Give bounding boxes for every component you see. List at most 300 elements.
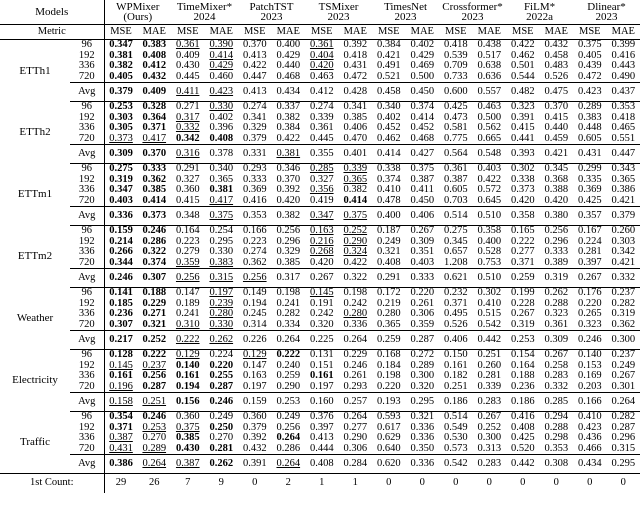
cell-value: 0.415 [544, 111, 569, 123]
cell-value: 0.303 [611, 235, 636, 247]
metric-cell [138, 382, 172, 393]
cell-value: 0.280 [376, 308, 401, 319]
cell-value: 0.469 [410, 60, 435, 71]
cell-value: 0.197 [309, 380, 334, 392]
avg-cell [138, 269, 172, 288]
cell-value: 0.262 [544, 287, 569, 298]
cell-value: 0.361 [309, 39, 334, 50]
cell-value: 0.382 [276, 209, 301, 221]
cell-value: 0.436 [577, 432, 602, 443]
cell-value: 0.369 [242, 184, 267, 195]
cell-value: 0.339 [309, 111, 334, 123]
avg-cell [272, 207, 306, 226]
cell-value: 0.703 [443, 194, 468, 206]
cell-value: 0.465 [611, 122, 636, 133]
metric-cell [406, 320, 440, 331]
avg-label: Avg [70, 145, 104, 164]
metric-cell [506, 444, 540, 455]
avg-cell [607, 269, 640, 288]
horizon-label: 720 [70, 444, 104, 455]
cell-value: 0.383 [142, 39, 167, 50]
cell-value: 0.526 [544, 70, 569, 82]
cell-value: 0.220 [410, 287, 435, 298]
cell-value: 0.298 [544, 432, 569, 443]
mse-label: MSE [372, 25, 406, 40]
mse-label: MSE [171, 25, 205, 40]
avg-cell [406, 331, 440, 350]
cell-value: 0.287 [410, 333, 435, 345]
cell-value: 0.216 [309, 235, 334, 247]
cell-value: 0.353 [611, 101, 636, 112]
cell-value: 0.161 [309, 370, 334, 381]
horizon-label: 96 [70, 288, 104, 299]
avg-cell [406, 83, 440, 102]
cell-value: 0.252 [343, 225, 368, 236]
cell-value: 0.336 [410, 457, 435, 469]
cell-value: 0.434 [276, 85, 301, 97]
cell-value: 0.198 [276, 287, 301, 298]
metric-cell [406, 382, 440, 393]
cell-value: 0.164 [175, 225, 200, 236]
cell-value: 0.373 [510, 184, 535, 195]
cell-value: 0.252 [142, 333, 167, 345]
cell-value: 0.198 [343, 287, 368, 298]
cell-value: 0.274 [309, 101, 334, 112]
metric-cell [238, 444, 272, 455]
cell-value: 0.266 [109, 246, 133, 257]
cell-value: 0.246 [142, 225, 167, 236]
cell-value: 0.370 [242, 39, 267, 50]
avg-cell [339, 331, 373, 350]
avg-row [0, 83, 640, 102]
cell-value: 0.214 [109, 235, 133, 247]
metric-cell [339, 258, 373, 269]
cell-value: 0.409 [142, 85, 167, 97]
cell-value: 0.169 [577, 370, 602, 381]
horizon-label: 720 [70, 320, 104, 331]
avg-cell [540, 393, 574, 412]
cell-value: 0.330 [209, 101, 234, 112]
cell-value: 0.539 [443, 49, 468, 61]
cell-value: 0.364 [142, 111, 167, 123]
cell-value: 0.306 [410, 308, 435, 319]
cell-value: 0.444 [309, 442, 334, 454]
cell-value: 0.379 [242, 421, 267, 433]
table-row [0, 134, 640, 145]
cell-value: 0.420 [309, 256, 334, 268]
avg-cell [205, 83, 239, 102]
cell-value: 0.408 [309, 457, 334, 469]
cell-value: 0.282 [611, 297, 636, 309]
avg-cell [607, 207, 640, 226]
cell-value: 0.223 [175, 235, 200, 247]
cell-value: 0.422 [510, 39, 535, 50]
cell-value: 0.448 [577, 122, 602, 133]
horizon-label: 192 [70, 51, 104, 62]
model-subtitle: 2023 [394, 11, 417, 23]
cell-value: 0.257 [343, 395, 368, 407]
model-header [506, 0, 573, 25]
cell-value: 0.308 [544, 457, 569, 469]
cell-value: 0.224 [577, 235, 602, 247]
cell-value: 0.188 [510, 370, 535, 381]
cell-value: 0.393 [510, 147, 535, 159]
cell-value: 0.267 [309, 271, 334, 283]
metric-cell [138, 196, 172, 207]
model-header [439, 0, 506, 25]
cell-value: 0.236 [510, 380, 535, 392]
cell-value: 0.640 [376, 442, 401, 454]
cell-value: 0.450 [410, 85, 435, 97]
cell-value: 0.194 [242, 297, 267, 309]
cell-value: 0.443 [611, 60, 636, 71]
cell-value: 0.338 [376, 163, 401, 174]
cell-value: 0.412 [142, 60, 167, 71]
avg-cell [473, 269, 507, 288]
dataset-label: ETTh1 [19, 64, 51, 77]
avg-cell [506, 207, 540, 226]
cell-value: 0.338 [510, 173, 535, 185]
metric-cell [272, 134, 306, 145]
cell-value: 0.282 [611, 411, 636, 422]
cell-value: 0.249 [611, 359, 636, 371]
cell-value: 0.274 [242, 246, 267, 257]
cell-value: 0.264 [276, 457, 301, 469]
cell-value: 0.323 [510, 101, 535, 112]
cell-value: 0.391 [510, 111, 535, 123]
cell-value: 0.259 [376, 333, 401, 345]
cell-value: 0.530 [443, 432, 468, 443]
cell-value: 0.291 [376, 271, 401, 283]
horizon-label: 192 [70, 237, 104, 248]
cell-value: 0.286 [276, 442, 301, 454]
cell-value: 0.514 [443, 209, 468, 221]
cell-value: 0.281 [477, 370, 502, 381]
cell-value: 0.403 [109, 194, 133, 206]
avg-cell [238, 331, 272, 350]
cell-value: 0.463 [477, 101, 502, 112]
cell-value: 0.228 [510, 297, 535, 309]
cell-value: 0.425 [577, 194, 602, 206]
metric-cell [372, 444, 406, 455]
mse-label: MSE [439, 25, 473, 40]
cell-value: 0.341 [242, 111, 267, 123]
metric-cell [506, 134, 540, 145]
model-name: TimesNet [384, 0, 428, 13]
model-subtitle: 2023 [327, 11, 350, 23]
avg-cell [506, 145, 540, 164]
cell-value: 0.282 [276, 308, 301, 319]
mae-label: MAE [205, 25, 239, 40]
avg-cell [573, 393, 607, 412]
avg-cell [205, 393, 239, 412]
model-subtitle: 2023 [260, 11, 283, 23]
cell-value: 0.386 [611, 184, 636, 195]
metric-cell [473, 382, 507, 393]
metric-cell [573, 320, 607, 331]
cell-value: 0.361 [309, 122, 334, 133]
metric-cell [540, 72, 574, 83]
avg-cell [372, 331, 406, 350]
cell-value: 0.241 [276, 297, 301, 309]
metric-cell [339, 72, 373, 83]
cell-value: 0.412 [309, 85, 334, 97]
cell-value: 0.388 [544, 184, 569, 195]
cell-value: 0.356 [309, 184, 334, 195]
cell-value: 0.246 [109, 271, 133, 283]
avg-cell [104, 207, 138, 226]
count-cell: 0 [439, 474, 473, 494]
mae-label: MAE [272, 25, 306, 40]
metric-cell [372, 72, 406, 83]
avg-cell [238, 145, 272, 164]
model-name: TimeMixer* [176, 0, 233, 13]
cell-value: 0.307 [109, 318, 133, 330]
horizon-label: 96 [70, 226, 104, 237]
cell-value: 0.429 [410, 49, 435, 61]
cell-value: 0.333 [410, 271, 435, 283]
avg-cell [305, 145, 339, 164]
cell-value: 0.145 [109, 359, 133, 371]
cell-value: 0.295 [209, 235, 234, 247]
avg-cell [305, 207, 339, 226]
cell-value: 0.316 [175, 147, 200, 159]
mse-label: MSE [305, 25, 339, 40]
avg-cell [506, 83, 540, 102]
cell-value: 0.249 [209, 411, 234, 422]
cell-value: 0.403 [410, 256, 435, 268]
cell-value: 0.254 [209, 225, 234, 236]
cell-value: 0.328 [142, 101, 167, 112]
cell-value: 0.262 [209, 333, 234, 345]
cell-value: 0.333 [544, 246, 569, 257]
cell-value: 0.382 [109, 60, 133, 71]
horizon-label: 192 [70, 423, 104, 434]
cell-value: 0.387 [175, 457, 200, 469]
cell-value: 0.415 [175, 194, 200, 206]
cell-value: 0.260 [477, 359, 502, 371]
avg-label: Avg [70, 269, 104, 288]
cell-value: 0.371 [443, 297, 468, 309]
metric-cell [506, 196, 540, 207]
metric-cell [305, 196, 339, 207]
avg-cell [138, 145, 172, 164]
avg-cell [104, 269, 138, 288]
mae-label: MAE [138, 25, 172, 40]
cell-value: 0.153 [577, 359, 602, 371]
avg-cell [138, 393, 172, 412]
model-subtitle: 2023 [595, 11, 618, 23]
metric-cell [305, 258, 339, 269]
cell-value: 0.425 [510, 432, 535, 443]
cell-value: 0.251 [477, 349, 502, 360]
cell-value: 0.355 [309, 147, 334, 159]
cell-value: 0.347 [109, 39, 133, 50]
cell-value: 0.296 [611, 432, 636, 443]
metric-cell [607, 382, 640, 393]
cell-value: 0.315 [209, 271, 234, 283]
count-cell: 0 [573, 474, 607, 494]
metric-cell [138, 72, 172, 83]
cell-value: 0.229 [142, 297, 167, 309]
count-cell: 0 [506, 474, 540, 494]
avg-cell [305, 83, 339, 102]
cell-value: 0.361 [175, 39, 200, 50]
cell-value: 0.151 [309, 359, 334, 371]
cell-value: 0.320 [309, 318, 334, 330]
mse-label: MSE [573, 25, 607, 40]
cell-value: 0.256 [276, 225, 301, 236]
cell-value: 0.129 [175, 349, 200, 360]
cell-value: 0.245 [242, 308, 267, 319]
avg-cell [607, 145, 640, 164]
avg-row [0, 269, 640, 288]
mae-label: MAE [473, 25, 507, 40]
cell-value: 0.482 [510, 85, 535, 97]
cell-value: 0.385 [276, 256, 301, 268]
avg-cell [238, 455, 272, 474]
cell-value: 0.296 [276, 235, 301, 247]
cell-value: 0.300 [477, 432, 502, 443]
avg-cell [607, 83, 640, 102]
cell-value: 0.422 [477, 173, 502, 185]
cell-value: 0.375 [209, 209, 234, 221]
avg-cell [506, 393, 540, 412]
model-name: Crossformer* [442, 0, 503, 13]
model-name: PatchTST [249, 0, 294, 13]
cell-value: 0.382 [343, 184, 368, 195]
avg-cell [272, 269, 306, 288]
cell-value: 0.271 [142, 308, 167, 319]
model-subtitle: 2024 [193, 11, 216, 23]
metric-cell [439, 320, 473, 331]
cell-value: 0.291 [175, 163, 200, 174]
cell-value: 0.267 [410, 225, 435, 236]
cell-value: 0.166 [242, 225, 267, 236]
cell-value: 0.187 [376, 225, 401, 236]
metric-cell [305, 382, 339, 393]
avg-cell [272, 145, 306, 164]
cell-value: 0.452 [376, 122, 401, 133]
cell-value: 0.420 [544, 194, 569, 206]
mae-label: MAE [339, 25, 373, 40]
cell-value: 0.432 [142, 70, 167, 82]
metric-cell [238, 196, 272, 207]
dataset-label: ETTm2 [17, 250, 53, 263]
mae-label: MAE [406, 25, 440, 40]
cell-value: 0.374 [142, 256, 167, 268]
avg-cell [372, 269, 406, 288]
cell-value: 0.226 [242, 333, 267, 345]
cell-value: 0.197 [242, 380, 267, 392]
cell-value: 0.242 [343, 297, 368, 309]
cell-value: 0.390 [209, 39, 234, 50]
count-cell: 29 [104, 474, 138, 494]
avg-cell [506, 455, 540, 474]
cell-value: 0.416 [242, 194, 267, 206]
metric-cell [573, 258, 607, 269]
metric-cell [205, 320, 239, 331]
horizon-label: 192 [70, 361, 104, 372]
cell-value: 0.387 [443, 173, 468, 185]
cell-value: 0.268 [309, 246, 334, 257]
cell-value: 0.452 [410, 122, 435, 133]
cell-value: 0.272 [410, 349, 435, 360]
cell-value: 0.374 [376, 173, 401, 185]
cell-value: 0.423 [577, 85, 602, 97]
model-header [573, 0, 640, 25]
cell-value: 0.296 [544, 235, 569, 247]
cell-value: 0.285 [544, 395, 569, 407]
cell-value: 0.428 [343, 85, 368, 97]
metric-cell [339, 320, 373, 331]
avg-cell [372, 145, 406, 164]
cell-value: 0.184 [376, 359, 401, 371]
metric-cell [607, 320, 640, 331]
cell-value: 0.348 [175, 209, 200, 221]
metric-cell [339, 196, 373, 207]
count-cell: 26 [138, 474, 172, 494]
count-cell: 7 [171, 474, 205, 494]
cell-value: 0.468 [276, 70, 301, 82]
cell-value: 0.459 [544, 132, 569, 144]
horizon-label: 96 [70, 164, 104, 175]
cell-value: 0.408 [510, 421, 535, 433]
avg-cell [272, 331, 306, 350]
cell-value: 0.392 [276, 184, 301, 195]
avg-cell [573, 269, 607, 288]
cell-value: 0.472 [343, 70, 368, 82]
cell-value: 0.161 [443, 359, 468, 371]
cell-value: 0.342 [175, 132, 200, 144]
cell-value: 0.147 [242, 359, 267, 371]
cell-value: 0.251 [142, 395, 167, 407]
cell-value: 0.411 [176, 85, 200, 97]
avg-row [0, 393, 640, 412]
cell-value: 0.259 [510, 271, 535, 283]
cell-value: 0.501 [510, 60, 535, 71]
cell-value: 0.313 [477, 442, 502, 454]
cell-value: 0.191 [309, 297, 334, 309]
metric-cell [205, 134, 239, 145]
horizon-label: 720 [70, 196, 104, 207]
cell-value: 0.290 [276, 380, 301, 392]
cell-value: 0.362 [611, 318, 636, 330]
cell-value: 0.439 [577, 60, 602, 71]
cell-value: 0.319 [510, 318, 535, 330]
cell-value: 0.429 [209, 60, 234, 71]
cell-value: 0.375 [577, 39, 602, 50]
avg-cell [305, 269, 339, 288]
avg-cell [573, 145, 607, 164]
cell-value: 0.384 [376, 39, 401, 50]
metric-cell [439, 134, 473, 145]
cell-value: 0.345 [443, 235, 468, 247]
model-subtitle: 2023 [461, 11, 484, 23]
cell-value: 0.261 [410, 297, 435, 309]
metric-cell [573, 382, 607, 393]
cell-value: 0.416 [510, 411, 535, 422]
cell-value: 0.309 [410, 235, 435, 247]
avg-label: Avg [70, 455, 104, 474]
cell-value: 0.299 [577, 163, 602, 174]
avg-cell [473, 145, 507, 164]
cell-value: 0.657 [443, 246, 468, 257]
cell-value: 0.347 [309, 209, 334, 221]
horizon-label: 96 [70, 40, 104, 51]
metric-cell [138, 444, 172, 455]
avg-cell [372, 393, 406, 412]
